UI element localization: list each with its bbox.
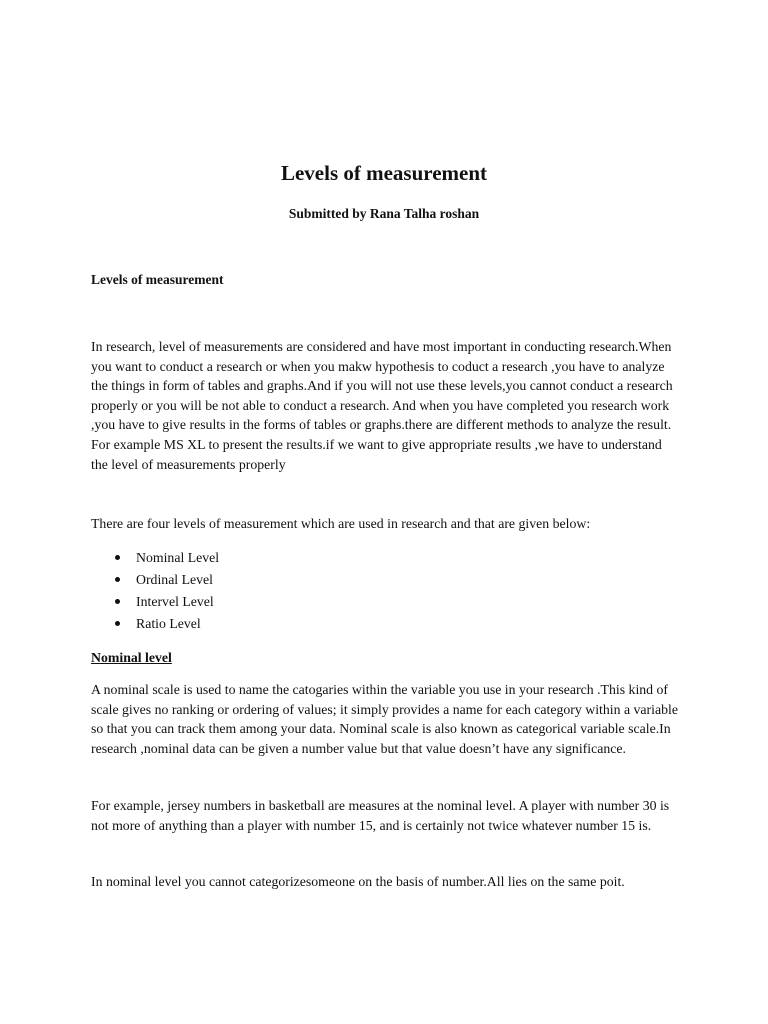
list-item-label: Ratio Level [136, 616, 201, 631]
list-item-label: Intervel Level [136, 594, 214, 609]
document-author-line: Submitted by Rana Talha roshan [288, 206, 480, 221]
intro-paragraph: In research, level of measurements are considered and have most important in conducting research.When you want to conduct a research or when you makw hypothesis to coduct a research ,you have to analyze the things in form of tables and graphs.And if you will not use these levels,you cannot conduct a research properly or you will be not able to conduct a research. And when you have completed you research work ,you have to give results in the forms of tables or graphs.there are different methods to analyze the result. For example MS XL to present the results.if we want to give appropriate results ,we have to understand the level of measurements properly [91, 339, 673, 472]
example-paragraph: For example, jersey numbers in basketball are measures at the nominal level. A player with number 30 is not more of anything than a player with number 15, and is certainly not twice whatever number 15 is. [91, 798, 670, 833]
list-item [91, 614, 219, 636]
bullet-icon [115, 599, 120, 604]
nominal-paragraph: A nominal scale is used to name the catogaries within the variable you use in your research .This kind of scale gives no ranking or ordering of values; it simply provides a name for each category within a variable so that you can track them among your data. Nominal scale is also known as categorical variable scale.In research ,nominal data can be given a number value but that value doesn’t have any significance. [91, 682, 678, 756]
document-title: Levels of measurement [280, 161, 488, 185]
bullet-icon [115, 577, 120, 582]
four-levels-paragraph: There are four levels of measurement which are used in research and that are given below: [91, 516, 591, 531]
last-paragraph: In nominal level you cannot categorizesomeone on the basis of number.All lies on the same poit. [91, 874, 625, 889]
list-item [91, 592, 219, 614]
bullet-icon [115, 555, 120, 560]
section-heading: Levels of measurement [91, 272, 224, 287]
list-item-label: Ordinal Level [136, 572, 214, 587]
list-item [91, 548, 219, 570]
list-item [91, 570, 219, 592]
levels-list [91, 548, 219, 636]
bullet-icon [115, 621, 120, 626]
nominal-level-heading: Nominal level [91, 650, 172, 665]
list-item-label: Nominal Level [136, 550, 220, 565]
